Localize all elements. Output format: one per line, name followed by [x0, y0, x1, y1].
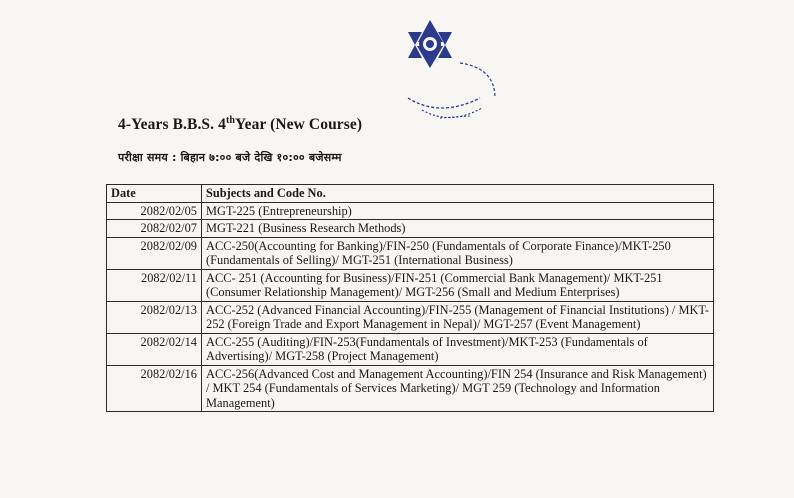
- exam-subjects: ACC-255 (Auditing)/FIN-253(Fundamentals of Investment)/MKT-253 (Fundamentals of Advertising)/ MGT-258 (Project Management): [202, 333, 714, 365]
- exam-schedule-table: [106, 184, 714, 412]
- column-header-date: Date: [107, 185, 202, 203]
- table-row: [107, 202, 714, 220]
- exam-subjects: MGT-221 (Business Research Methods): [202, 220, 714, 238]
- exam-date: 2082/02/09: [107, 237, 202, 269]
- column-header-subjects: Subjects and Code No.: [202, 185, 714, 203]
- table-row: [107, 237, 714, 269]
- exam-date: 2082/02/14: [107, 333, 202, 365]
- table-row: [107, 220, 714, 238]
- exam-date: 2082/02/05: [107, 202, 202, 220]
- table-row: [107, 301, 714, 333]
- table-header-row: [107, 185, 714, 203]
- exam-subjects: ACC-252 (Advanced Financial Accounting)/FIN-255 (Management of Financial Institutions) / MKT-252 (Foreign Trade and Export Management in Nepal)/ MGT-257 (Event Management): [202, 301, 714, 333]
- exam-subjects: ACC- 251 (Accounting for Business)/FIN-251 (Commercial Bank Management)/ MKT-251 (Consumer Relationship Management)/ MGT-256 (Small and Medium Enterprises): [202, 269, 714, 301]
- exam-subjects: MGT-225 (Entrepreneurship): [202, 202, 714, 220]
- exam-time: परीक्षा समय : बिहान ७:०० बजे देखि १०:०० बजेसम्म: [118, 151, 342, 164]
- exam-subjects: ACC-256(Advanced Cost and Management Accounting)/FIN 254 (Insurance and Risk Management) / MKT 254 (Fundamentals of Services Marketing)/ MGT 259 (Technology and Information Management): [202, 365, 714, 412]
- table-row: [107, 269, 714, 301]
- table-row: [107, 365, 714, 412]
- exam-date: 2082/02/11: [107, 269, 202, 301]
- exam-date: 2082/02/07: [107, 220, 202, 238]
- page-title: 4-Years B.B.S. 4thYear (New Course): [118, 115, 363, 134]
- exam-date: 2082/02/13: [107, 301, 202, 333]
- university-seal-icon: [400, 18, 510, 128]
- table-row: [107, 333, 714, 365]
- exam-date: 2082/02/16: [107, 365, 202, 412]
- exam-subjects: ACC-250(Accounting for Banking)/FIN-250 (Fundamentals of Corporate Finance)/MKT-250 (Fundamentals of Selling)/ MGT-251 (International Business): [202, 237, 714, 269]
